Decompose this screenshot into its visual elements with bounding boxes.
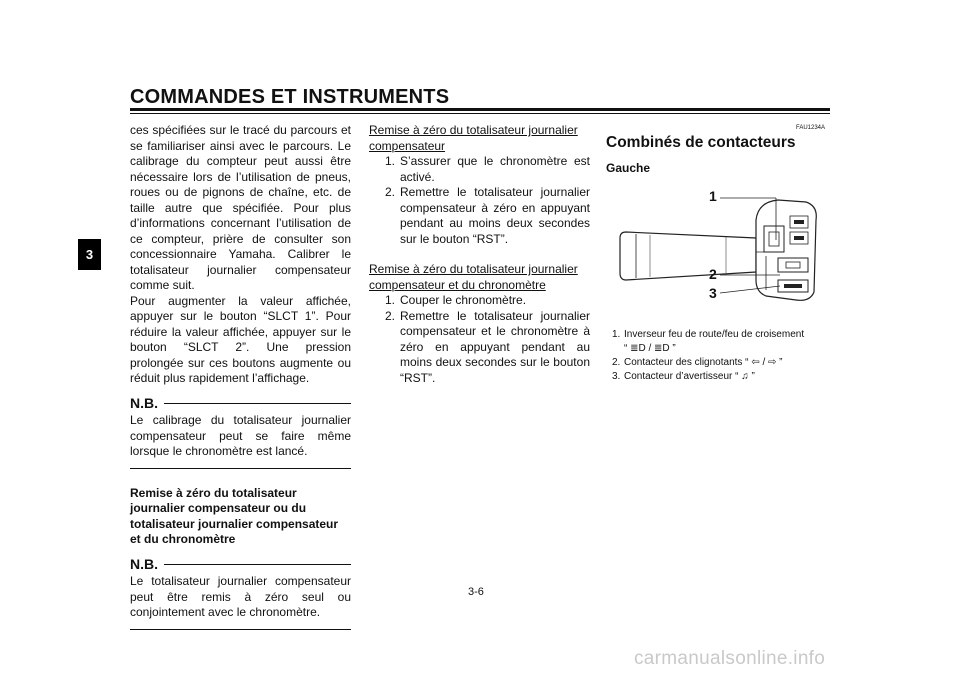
section-heading: Remise à zéro du totalisateur journalier compensateur ou du totalisateur journalier compensateur et du chronomètre xyxy=(130,485,339,546)
procedure-list-2 xyxy=(369,293,590,386)
page-number: 3-6 xyxy=(468,586,484,598)
step-text: Couper le chronomètre. xyxy=(400,293,527,307)
nb-label: N.B. xyxy=(130,555,158,572)
step-number: 2. xyxy=(384,185,395,199)
caption-text: Contacteur des clignotants “ ⇦ / ⇨ ” xyxy=(624,357,783,368)
chapter-tab: 3 xyxy=(78,239,101,270)
procedure-list-1 xyxy=(369,154,590,247)
list-item xyxy=(369,154,590,185)
callout-3: 3 xyxy=(709,285,717,301)
handlebar-switch-figure xyxy=(606,180,830,310)
caption-item xyxy=(612,328,832,356)
procedure-heading-1: Remise à zéro du totalisateur journalier compensateur xyxy=(369,123,578,153)
caption-text: Inverseur feu de route/feu de croisement xyxy=(624,329,805,340)
section-title: Combinés de contacteurs xyxy=(606,134,796,151)
caption-text: Contacteur d’avertisseur “ ♫ ” xyxy=(624,371,755,382)
step-number: 1. xyxy=(384,293,395,307)
nb-note-2 xyxy=(130,557,351,573)
list-item xyxy=(369,293,590,309)
section-code: FAU1234A xyxy=(796,125,826,131)
subsection-title: Gauche xyxy=(606,161,651,175)
step-text: S’assurer que le chronomètre est activé. xyxy=(400,154,590,184)
callout-1: 1 xyxy=(709,188,717,204)
body-paragraph-2: Pour augmenter la valeur affichée, appuyer sur le bouton “SLCT 1”. Pour réduire la valeur affichée, appuyer sur le bouton “SLCT 2”. Une pression prolongée sur ces boutons augmente ou réduit plus rapidement l’affichage. xyxy=(130,293,351,385)
caption-item xyxy=(612,370,832,384)
nb-text-1: Le calibrage du totalisateur journalier compensateur peut se faire même lorsque le chronomètre est lancé. xyxy=(130,413,351,469)
handlebar-switch-illustration xyxy=(606,180,830,310)
headlight-beam-symbols: “ ≣D / ≣D ” xyxy=(624,343,676,354)
nb-rule xyxy=(164,564,351,565)
procedure-heading-2: Remise à zéro du totalisateur journalier compensateur et du chronomètre xyxy=(369,262,578,292)
step-text: Remettre le totalisateur journalier compensateur à zéro en appuyant pendant au moins deux secondes sur le bouton “RST”. xyxy=(400,185,590,246)
nb-rule xyxy=(164,403,351,404)
step-number: 2. xyxy=(384,308,395,323)
list-item xyxy=(369,309,590,387)
step-number: 1. xyxy=(384,154,395,168)
figure-captions xyxy=(612,328,832,384)
header-title: COMMANDES ET INSTRUMENTS xyxy=(130,86,450,108)
header-rule xyxy=(130,108,830,111)
nb-note-1 xyxy=(130,396,351,412)
caption-number: 3. xyxy=(612,371,621,382)
header-rule-thin xyxy=(130,113,830,114)
caption-number: 2. xyxy=(612,357,621,368)
nb-label: N.B. xyxy=(130,394,158,411)
body-paragraph: ces spécifiées sur le tracé du parcours et se familiariser ainsi avec le parcours. Le calibrage du compteur peut aussi être nécessaire lors de l’utilisation de pneus, roues ou de pignons de chaîne, etc. de taille autre que spécifiée. Pour plus d’informations concernant l’utilisation de ce compteur, prière de consulter son concessionnaire Yamaha. Calibrer le totalisateur journalier compensateur comme suit. xyxy=(130,123,351,292)
callout-2: 2 xyxy=(709,266,717,282)
left-column xyxy=(130,123,351,630)
nb-text-2: Le totalisateur journalier compensateur peut être remis à zéro seul ou conjointement avec le chronomètre. xyxy=(130,574,351,630)
list-item xyxy=(369,185,590,247)
caption-number: 1. xyxy=(612,329,621,340)
watermark: carmanualsonline.info xyxy=(634,648,826,669)
middle-column xyxy=(369,123,590,386)
caption-item xyxy=(612,356,832,370)
step-text: Remettre le totalisateur journalier compensateur et le chronomètre à zéro en appuyant pendant au moins deux secondes sur le bouton “RST”. xyxy=(400,308,590,385)
